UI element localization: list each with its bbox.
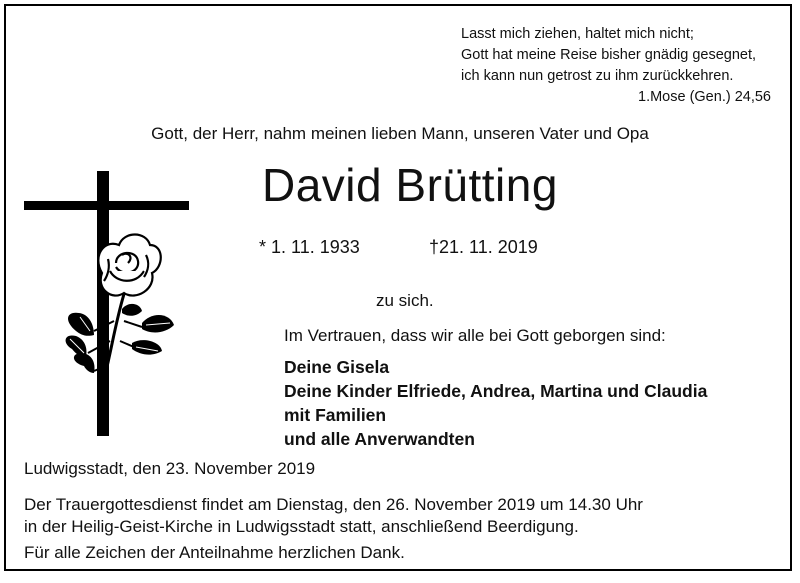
mourner-line: und alle Anverwandten	[284, 429, 475, 449]
verse-line: ich kann nun getrost zu ihm zurückkehren.	[461, 68, 734, 84]
to-him-text: zu sich.	[376, 291, 434, 310]
service-info	[24, 494, 643, 538]
mourner-line: Deine Gisela	[284, 357, 390, 377]
death-date: †21. 11. 2019	[429, 237, 538, 257]
verse-line: Lasst mich ziehen, haltet mich nicht;	[461, 26, 694, 42]
deceased-name: David Brütting	[262, 159, 558, 211]
bible-verse	[461, 24, 771, 108]
cross-with-rose-icon	[24, 171, 204, 436]
verse-line: Gott hat meine Reise bisher gnädig gesegnet,	[461, 47, 757, 63]
mourner-line: Deine Kinder Elfriede, Andrea, Martina und Claudia	[284, 381, 708, 401]
service-line: in der Heilig-Geist-Kirche in Ludwigsstadt statt, anschließend Beerdigung.	[24, 517, 579, 536]
thanks-text: Für alle Zeichen der Anteilnahme herzlichen Dank.	[24, 543, 405, 562]
mourner-line: mit Familien	[284, 405, 387, 425]
verse-reference: 1.Mose (Gen.) 24,56	[638, 89, 771, 105]
obituary-notice	[4, 4, 792, 571]
mourners-list	[284, 355, 707, 451]
place-date: Ludwigsstadt, den 23. November 2019	[24, 459, 316, 478]
intro-text: Gott, der Herr, nahm meinen lieben Mann, unseren Vater und Opa	[151, 124, 649, 143]
service-line: Der Trauergottesdienst findet am Dienstag, den 26. November 2019 um 14.30 Uhr	[24, 495, 643, 514]
trust-text: Im Vertrauen, dass wir alle bei Gott geborgen sind:	[284, 326, 666, 345]
birth-date: * 1. 11. 1933	[259, 237, 360, 257]
